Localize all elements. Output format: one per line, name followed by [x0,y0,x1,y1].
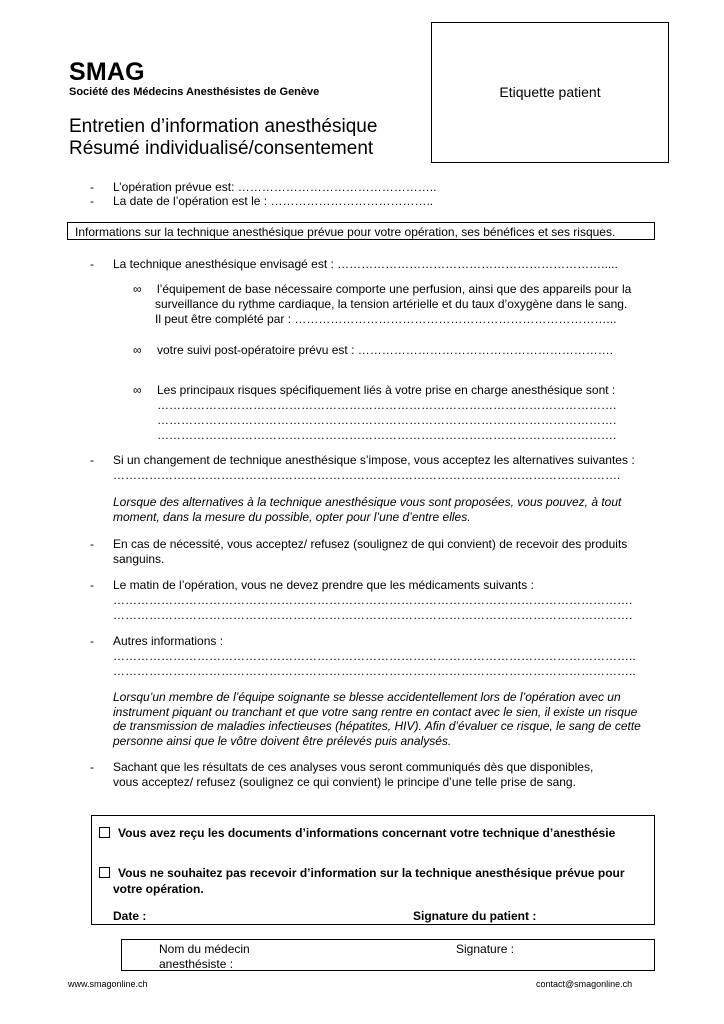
risks-line-3[interactable]: ……………………………………………………………………………………………………. [157,428,617,442]
info-banner: Informations sur la technique anesthésique prévue pour votre opération, ses bénéfices et ses risques. [67,222,655,240]
dash-marker: - [90,453,94,467]
infinity-bullet-icon: ∞ [133,343,142,357]
decline-info-label-2: votre opération. [113,882,204,896]
dash-marker: - [90,257,94,271]
dash-marker: - [90,537,94,551]
medications-line-2[interactable]: …………………………………………………………………………………………………………………. [113,608,633,622]
decline-info-option[interactable] [99,866,625,880]
alternatives-note-2: moment, dans la mesure du possible, opter pour l’une d’entre elles. [113,510,471,524]
footer-email-link[interactable]: contact@smagonline.ch [536,979,633,989]
org-short-name: SMAG [69,58,145,86]
document-title-line1: Entretien d’information anesthésique [69,116,378,137]
received-docs-checkbox[interactable] [99,827,110,838]
medications-text: Le matin de l’opération, vous ne devez prendre que les médicaments suivants : [113,578,534,592]
dash-marker: - [90,194,94,208]
dash-marker: - [90,578,94,592]
doctor-name-label-2: anesthésiste : [159,957,234,971]
risks-line-1[interactable]: ……………………………………………………………………………………………………. [157,398,617,412]
doctor-signature-label: Signature : [456,942,515,956]
equipment-text-1: l’équipement de base nécessaire comporte une perfusion, ainsi que des appareils pour la [157,282,632,296]
document-title-line2: Résumé individualisé/consentement [69,138,374,159]
medications-line-1[interactable]: …………………………………………………………………………………………………………………. [113,593,633,607]
alternatives-line[interactable]: ………………………………………………………………………………………………………………. [113,468,621,482]
postop-line[interactable]: votre suivi post-opératoire prévu est : ………………………………………………………. [157,343,614,357]
risks-line-2[interactable]: ……………………………………………………………………………………………………. [157,413,617,427]
doctor-name-label-1: Nom du médecin [159,942,250,956]
planned-operation-line[interactable]: L’opération prévue est: ………………………………………….. [113,180,437,194]
dash-marker: - [90,180,94,194]
operation-date-line[interactable]: La date de l’opération est le : ………………………………….. [113,194,434,208]
blood-products-text-1: En cas de nécessité, vous acceptez/ refusez (soulignez de qui convient) de recevoir des produits [113,537,628,551]
infinity-bullet-icon: ∞ [133,282,142,296]
org-full-name: Société des Médecins Anesthésistes de Genève [69,86,320,98]
other-info-line-1[interactable]: ………………………………………………………………………………………………………………….. [113,649,636,663]
injury-note-1: Lorsqu’un membre de l’équipe soignante se blesse accidentellement lors de l’opération avec un [113,690,621,704]
dash-marker: - [90,760,94,774]
patient-label-text: Etiquette patient [499,84,601,100]
injury-note-4: personne ainsi que le vôtre doivent être prélevés puis analysés. [113,734,452,748]
decline-info-checkbox[interactable] [99,867,110,878]
other-info-title: Autres informations : [113,634,224,648]
equipment-text-2: surveillance du rythme cardiaque, la tension artérielle et du taux d’oxygène dans le sang. [155,297,628,311]
alternatives-text: Si un changement de technique anesthésique s’impose, vous acceptez les alternatives suivantes : [113,453,635,467]
patient-label-box [431,22,669,163]
footer-website-link[interactable]: www.smagonline.ch [68,979,148,989]
date-label: Date : [113,909,147,923]
technique-line[interactable]: La technique anesthésique envisagé est : …………………………………………………………..... [113,257,618,271]
risks-title: Les principaux risques spécifiquement liés à votre prise en charge anesthésique sont : [157,383,616,397]
equipment-text-3[interactable]: Il peut être complété par : ……………………………………………………………………... [155,312,617,326]
injury-note-3: de transmission de maladies infectieuses (hépatites, HIV). Afin d’évaluer ce risque, le sang de cette [113,719,641,733]
blood-test-text-2: vous acceptez/ refusez (soulignez ce qui convient) le principe d’une telle prise de sang. [113,775,576,789]
other-info-line-2[interactable]: ………………………………………………………………………………………………………………….. [113,664,636,678]
received-docs-label: Vous avez reçu les documents d’informations concernant votre technique d’anesthésie [118,826,616,840]
infinity-bullet-icon: ∞ [133,383,142,397]
blood-test-text-1: Sachant que les résultats de ces analyses vous seront communiqués dès que disponibles, [113,760,594,774]
alternatives-note-1: Lorsque des alternatives à la technique anesthésique vous sont proposées, vous pouvez, à tout [113,495,622,509]
dash-marker: - [90,634,94,648]
patient-signature-label: Signature du patient : [413,909,537,923]
decline-info-label: Vous ne souhaitez pas recevoir d’information sur la technique anesthésique prévue pour [118,866,625,880]
injury-note-2: instrument piquant ou tranchant et que votre sang rentre en contact avec le sien, il existe un risque [113,705,638,719]
blood-products-text-2: sanguins. [113,552,165,566]
received-docs-option[interactable] [99,826,615,840]
